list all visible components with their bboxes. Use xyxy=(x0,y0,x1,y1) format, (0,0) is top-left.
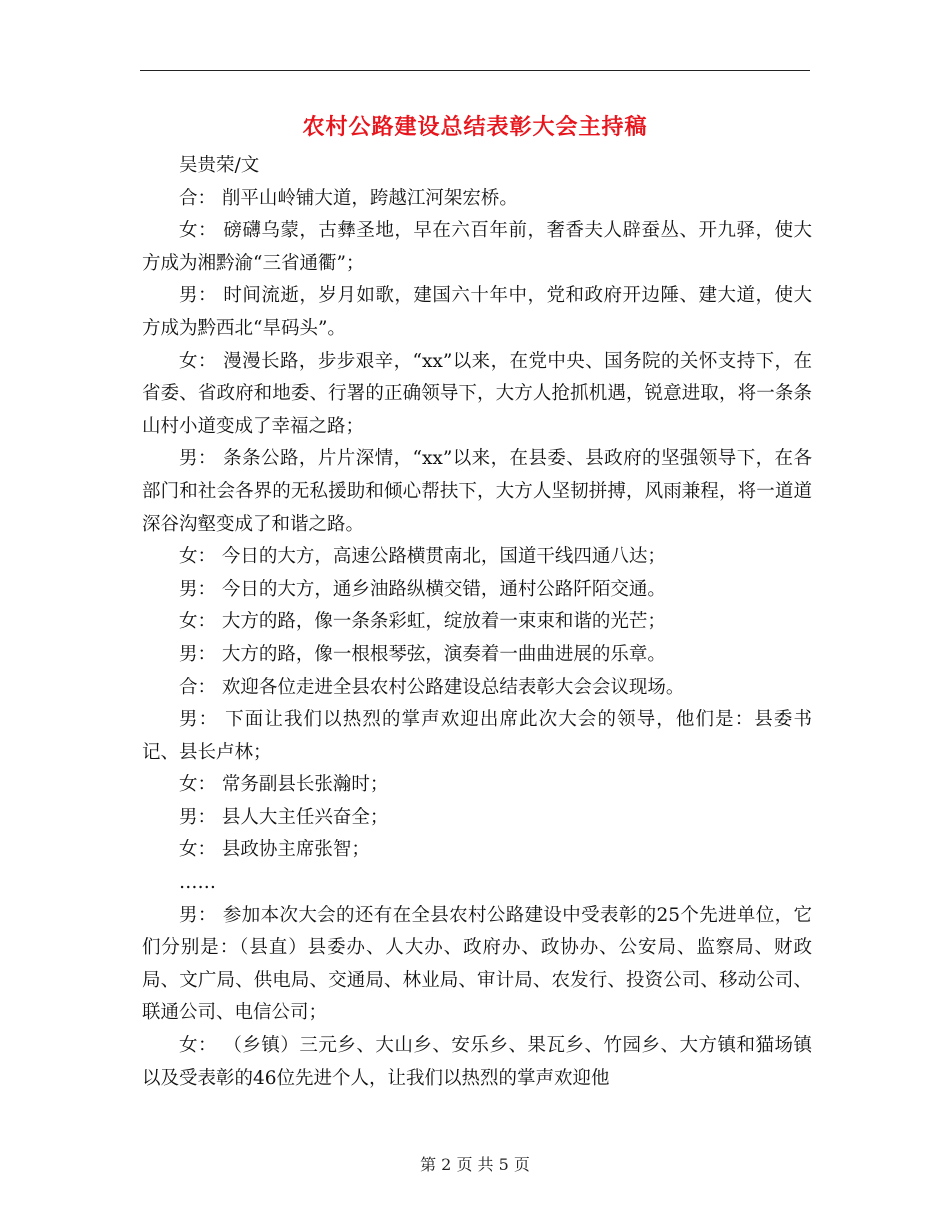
paragraph: 合： 削平山岭铺大道，跨越江河架宏桥。 xyxy=(179,187,518,209)
header-rule xyxy=(140,70,810,71)
ellipsis-line: …… xyxy=(179,872,216,894)
paragraph: 女： 县政协主席张智； xyxy=(179,839,370,861)
paragraph: 男： 条条公路，片片深情，“xx”以来，在县委、县政府的坚强领导下，在各部门和社会各界的无私援助和倾心帮扶下，大方人坚韧拼搏，风雨兼程，将一道道深谷沟壑变成了和谐之路。 xyxy=(142,448,812,535)
paragraph: 女： （乡镇）三元乡、大山乡、安乐乡、果瓦乡、竹园乡、大方镇和猫场镇以及受表彰的46位先进个人，让我们以热烈的掌声欢迎他 xyxy=(142,1035,812,1089)
paragraph: 女： 磅礴乌蒙，古彝圣地，早在六百年前，奢香夫人辟蚕丛、开九驿，使大方成为湘黔渝“三省通衢”； xyxy=(142,220,812,274)
paragraph: 女： 今日的大方，高速公路横贯南北，国道干线四通八达； xyxy=(179,546,666,568)
paragraph: 女： 常务副县长张瀚时； xyxy=(179,774,389,796)
paragraph: 女： 大方的路，像一条条彩虹，绽放着一束束和谐的光芒； xyxy=(179,611,666,633)
page-footer: 第 2 页 共 5 页 xyxy=(420,1155,530,1174)
paragraph: 男： 时间流逝，岁月如歌，建国六十年中，党和政府开边陲、建大道，使大方成为黔西北“旱码头”。 xyxy=(142,285,812,339)
paragraph: 男： 下面让我们以热烈的掌声欢迎出席此次大会的领导，他们是：县委书记、县长卢林； xyxy=(142,709,812,763)
paragraph: 男： 参加本次大会的还有在全县农村公路建设中受表彰的25个先进单位，它们分别是：（县直）县委办、人大办、政府办、政协办、公安局、监察局、财政局、文广局、供电局、交通局、林业局、审计局、农发行、投资公司、移动公司、联通公司、电信公司； xyxy=(142,904,812,1024)
document-title: 农村公路建设总结表彰大会主持稿 xyxy=(302,115,648,140)
paragraph: 男： 今日的大方，通乡油路纵横交错，通村公路阡陌交通。 xyxy=(179,578,666,600)
paragraph: 男： 县人大主任兴奋全； xyxy=(179,806,389,828)
paragraph: 女： 漫漫长路，步步艰辛，“xx”以来，在党中央、国务院的关怀支持下，在省委、省政府和地委、行署的正确领导下，大方人抢抓机遇，锐意进取，将一条条山村小道变成了幸福之路； xyxy=(142,350,812,437)
paragraph: 男： 大方的路，像一根根琴弦，演奏着一曲曲进展的乐章。 xyxy=(179,643,666,665)
author-line: 吴贵荣/文 xyxy=(179,155,260,176)
paragraph: 合： 欢迎各位走进全县农村公路建设总结表彰大会会议现场。 xyxy=(179,676,685,698)
document-body xyxy=(142,150,812,1095)
